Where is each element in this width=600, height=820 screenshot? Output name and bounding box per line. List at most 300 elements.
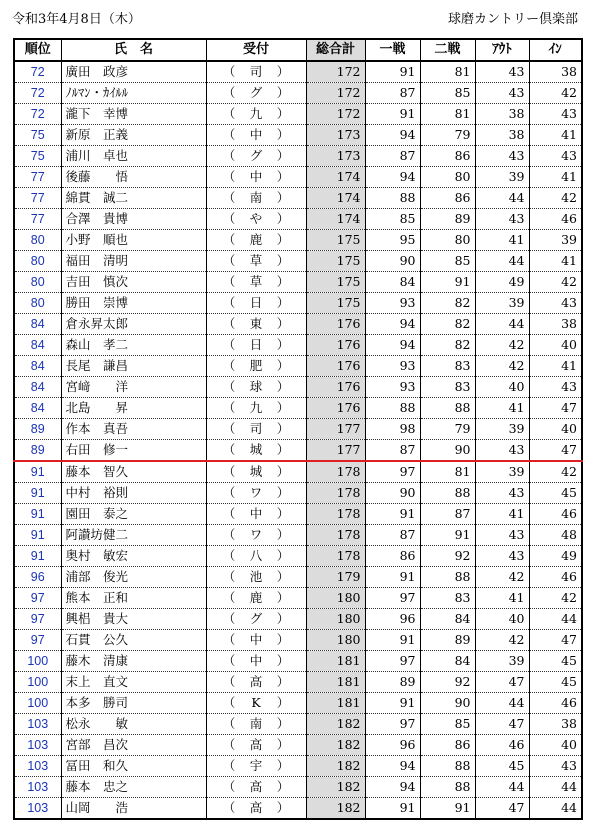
table-row xyxy=(14,525,582,546)
club-code: 中 xyxy=(249,506,263,521)
in-cell: 46 xyxy=(529,209,582,230)
paren-close: ） xyxy=(276,169,290,184)
table-row xyxy=(14,546,582,567)
rank-cell: 77 xyxy=(14,209,61,230)
paren-open: （ xyxy=(222,506,236,521)
club-cell xyxy=(206,188,306,209)
club-cell xyxy=(206,125,306,146)
out-cell: 38 xyxy=(475,125,529,146)
col-in: ｲﾝ xyxy=(529,39,582,61)
first-round-cell: 90 xyxy=(365,483,420,504)
paren-close: ） xyxy=(276,148,290,163)
in-cell: 41 xyxy=(529,251,582,272)
in-cell: 42 xyxy=(529,272,582,293)
table-row xyxy=(14,735,582,756)
out-cell: 41 xyxy=(475,230,529,251)
paren-open: （ xyxy=(222,106,236,121)
first-round-cell: 88 xyxy=(365,188,420,209)
paren-close: ） xyxy=(276,506,290,521)
paren-close: ） xyxy=(276,611,290,626)
in-cell: 43 xyxy=(529,104,582,125)
club-code: や xyxy=(249,211,263,226)
table-row xyxy=(14,125,582,146)
out-cell: 47 xyxy=(475,672,529,693)
col-rank: 順位 xyxy=(14,39,61,61)
rank-cell: 103 xyxy=(14,798,61,820)
col-total: 総合計 xyxy=(306,39,365,61)
out-cell: 41 xyxy=(475,588,529,609)
second-round-cell: 88 xyxy=(420,756,475,777)
paren-close: ） xyxy=(276,779,290,794)
club-cell xyxy=(206,630,306,651)
in-cell: 38 xyxy=(529,61,582,83)
first-round-cell: 94 xyxy=(365,167,420,188)
club-code: 球 xyxy=(249,379,263,394)
second-round-cell: 84 xyxy=(420,609,475,630)
name-cell: 右田 修一 xyxy=(61,440,206,462)
name-cell: 浦部 俊光 xyxy=(61,567,206,588)
name-cell: 末上 直文 xyxy=(61,672,206,693)
out-cell: 42 xyxy=(475,567,529,588)
paren-open: （ xyxy=(222,190,236,205)
paren-open: （ xyxy=(222,632,236,647)
total-cell: 181 xyxy=(306,672,365,693)
table-row xyxy=(14,209,582,230)
table-row xyxy=(14,483,582,504)
club-cell xyxy=(206,714,306,735)
rank-cell: 100 xyxy=(14,693,61,714)
in-cell: 41 xyxy=(529,356,582,377)
paren-close: ） xyxy=(276,253,290,268)
table-row xyxy=(14,504,582,525)
in-cell: 43 xyxy=(529,756,582,777)
out-cell: 44 xyxy=(475,314,529,335)
table-row xyxy=(14,672,582,693)
paren-open: （ xyxy=(222,527,236,542)
rank-cell: 91 xyxy=(14,504,61,525)
in-cell: 38 xyxy=(529,314,582,335)
venue-name: 球磨カントリー倶楽部 xyxy=(447,12,578,27)
club-code: ワ xyxy=(249,485,263,500)
in-cell: 46 xyxy=(529,567,582,588)
total-cell: 175 xyxy=(306,272,365,293)
paren-open: （ xyxy=(222,274,236,289)
name-cell: 勝田 崇博 xyxy=(61,293,206,314)
in-cell: 46 xyxy=(529,504,582,525)
name-cell: 長尾 謙昌 xyxy=(61,356,206,377)
out-cell: 43 xyxy=(475,61,529,83)
name-cell: 中村 裕則 xyxy=(61,483,206,504)
club-code: 鹿 xyxy=(249,232,263,247)
club-code: グ xyxy=(249,85,263,100)
club-cell xyxy=(206,356,306,377)
name-cell: 奥村 敏宏 xyxy=(61,546,206,567)
paren-close: ） xyxy=(276,211,290,226)
out-cell: 41 xyxy=(475,504,529,525)
name-cell: 興梠 貴大 xyxy=(61,609,206,630)
out-cell: 41 xyxy=(475,398,529,419)
first-round-cell: 94 xyxy=(365,314,420,335)
total-cell: 176 xyxy=(306,335,365,356)
club-cell xyxy=(206,167,306,188)
name-cell: 藤木 清康 xyxy=(61,651,206,672)
paren-open: （ xyxy=(222,800,236,815)
paren-close: ） xyxy=(276,358,290,373)
second-round-cell: 85 xyxy=(420,83,475,104)
paren-close: ） xyxy=(276,758,290,773)
col-out: ｱｳﾄ xyxy=(475,39,529,61)
club-cell xyxy=(206,483,306,504)
in-cell: 47 xyxy=(529,630,582,651)
rank-cell: 80 xyxy=(14,272,61,293)
rank-cell: 100 xyxy=(14,672,61,693)
second-round-cell: 81 xyxy=(420,104,475,125)
table-row xyxy=(14,188,582,209)
paren-close: ） xyxy=(276,295,290,310)
table-row xyxy=(14,104,582,125)
paren-close: ） xyxy=(276,737,290,752)
paren-close: ） xyxy=(276,485,290,500)
out-cell: 46 xyxy=(475,735,529,756)
paren-open: （ xyxy=(222,400,236,415)
first-round-cell: 94 xyxy=(365,335,420,356)
second-round-cell: 83 xyxy=(420,377,475,398)
col-club: 受付 xyxy=(206,39,306,61)
paren-open: （ xyxy=(222,548,236,563)
in-cell: 40 xyxy=(529,735,582,756)
event-date: 令和3年4月8日（木） xyxy=(12,12,141,27)
club-code: ワ xyxy=(249,527,263,542)
in-cell: 42 xyxy=(529,461,582,483)
paren-close: ） xyxy=(276,64,290,79)
paren-open: （ xyxy=(222,421,236,436)
rank-cell: 103 xyxy=(14,714,61,735)
total-cell: 178 xyxy=(306,504,365,525)
total-cell: 176 xyxy=(306,314,365,335)
paren-open: （ xyxy=(222,674,236,689)
first-round-cell: 93 xyxy=(365,377,420,398)
in-cell: 41 xyxy=(529,167,582,188)
first-round-cell: 95 xyxy=(365,230,420,251)
name-cell: 藤本 忠之 xyxy=(61,777,206,798)
paren-close: ） xyxy=(276,716,290,731)
paren-open: （ xyxy=(222,716,236,731)
club-cell xyxy=(206,546,306,567)
paren-open: （ xyxy=(222,611,236,626)
name-cell: 瀧下 幸博 xyxy=(61,104,206,125)
paren-close: ） xyxy=(276,632,290,647)
total-cell: 177 xyxy=(306,419,365,440)
club-cell xyxy=(206,419,306,440)
in-cell: 42 xyxy=(529,188,582,209)
first-round-cell: 97 xyxy=(365,461,420,483)
table-row xyxy=(14,630,582,651)
club-code: 鹿 xyxy=(249,590,263,605)
paren-close: ） xyxy=(276,400,290,415)
club-code: 南 xyxy=(249,190,263,205)
in-cell: 47 xyxy=(529,440,582,462)
first-round-cell: 91 xyxy=(365,61,420,83)
name-cell: 後藤 悟 xyxy=(61,167,206,188)
out-cell: 44 xyxy=(475,188,529,209)
paren-open: （ xyxy=(222,253,236,268)
first-round-cell: 98 xyxy=(365,419,420,440)
first-round-cell: 94 xyxy=(365,125,420,146)
club-cell xyxy=(206,251,306,272)
paren-open: （ xyxy=(222,590,236,605)
club-code: 中 xyxy=(249,169,263,184)
total-cell: 176 xyxy=(306,398,365,419)
rank-cell: 91 xyxy=(14,483,61,504)
rank-cell: 80 xyxy=(14,230,61,251)
second-round-cell: 79 xyxy=(420,419,475,440)
paren-close: ） xyxy=(276,232,290,247)
second-round-cell: 82 xyxy=(420,314,475,335)
club-code: 肥 xyxy=(249,358,263,373)
club-code: 草 xyxy=(249,253,263,268)
out-cell: 39 xyxy=(475,167,529,188)
out-cell: 39 xyxy=(475,419,529,440)
second-round-cell: 82 xyxy=(420,335,475,356)
paren-close: ） xyxy=(276,379,290,394)
out-cell: 44 xyxy=(475,777,529,798)
second-round-cell: 91 xyxy=(420,272,475,293)
club-code: 高 xyxy=(249,737,263,752)
club-cell xyxy=(206,61,306,83)
club-code: 南 xyxy=(249,716,263,731)
table-row xyxy=(14,377,582,398)
rank-cell: 75 xyxy=(14,146,61,167)
in-cell: 43 xyxy=(529,377,582,398)
paren-open: （ xyxy=(222,464,236,479)
in-cell: 45 xyxy=(529,483,582,504)
out-cell: 43 xyxy=(475,146,529,167)
total-cell: 180 xyxy=(306,609,365,630)
club-cell xyxy=(206,525,306,546)
header-row xyxy=(14,39,582,61)
club-cell xyxy=(206,293,306,314)
club-code: 高 xyxy=(249,800,263,815)
rank-cell: 89 xyxy=(14,440,61,462)
second-round-cell: 88 xyxy=(420,483,475,504)
results-table xyxy=(13,38,583,820)
first-round-cell: 96 xyxy=(365,609,420,630)
paren-open: （ xyxy=(222,569,236,584)
club-code: 日 xyxy=(249,337,263,352)
club-code: 池 xyxy=(249,569,263,584)
rank-cell: 80 xyxy=(14,293,61,314)
in-cell: 44 xyxy=(529,798,582,820)
paren-close: ） xyxy=(276,274,290,289)
second-round-cell: 82 xyxy=(420,293,475,314)
club-code: 東 xyxy=(249,316,263,331)
total-cell: 172 xyxy=(306,61,365,83)
paren-open: （ xyxy=(222,232,236,247)
rank-cell: 91 xyxy=(14,525,61,546)
first-round-cell: 87 xyxy=(365,83,420,104)
paren-close: ） xyxy=(276,85,290,100)
second-round-cell: 85 xyxy=(420,714,475,735)
first-round-cell: 91 xyxy=(365,567,420,588)
in-cell: 42 xyxy=(529,588,582,609)
paren-close: ） xyxy=(276,569,290,584)
table-row xyxy=(14,461,582,483)
paren-close: ） xyxy=(276,127,290,142)
first-round-cell: 86 xyxy=(365,546,420,567)
out-cell: 43 xyxy=(475,483,529,504)
club-cell xyxy=(206,377,306,398)
second-round-cell: 90 xyxy=(420,693,475,714)
paren-open: （ xyxy=(222,127,236,142)
rank-cell: 72 xyxy=(14,104,61,125)
club-cell xyxy=(206,335,306,356)
paren-open: （ xyxy=(222,169,236,184)
total-cell: 174 xyxy=(306,167,365,188)
rank-cell: 103 xyxy=(14,777,61,798)
table-row xyxy=(14,314,582,335)
total-cell: 182 xyxy=(306,735,365,756)
table-row xyxy=(14,335,582,356)
second-round-cell: 83 xyxy=(420,588,475,609)
club-cell xyxy=(206,693,306,714)
club-code: 高 xyxy=(249,779,263,794)
rank-cell: 77 xyxy=(14,188,61,209)
out-cell: 43 xyxy=(475,83,529,104)
club-code: 城 xyxy=(249,464,263,479)
table-row xyxy=(14,356,582,377)
first-round-cell: 97 xyxy=(365,714,420,735)
paren-close: ） xyxy=(276,190,290,205)
second-round-cell: 89 xyxy=(420,209,475,230)
first-round-cell: 91 xyxy=(365,798,420,820)
paren-close: ） xyxy=(276,421,290,436)
first-round-cell: 88 xyxy=(365,398,420,419)
total-cell: 180 xyxy=(306,588,365,609)
total-cell: 182 xyxy=(306,777,365,798)
first-round-cell: 85 xyxy=(365,209,420,230)
col-second-round: 二戦 xyxy=(420,39,475,61)
name-cell: 森山 孝二 xyxy=(61,335,206,356)
rank-cell: 84 xyxy=(14,314,61,335)
name-cell: 松永 敏 xyxy=(61,714,206,735)
in-cell: 45 xyxy=(529,672,582,693)
table-row xyxy=(14,146,582,167)
table-row xyxy=(14,777,582,798)
name-cell: 園田 泰之 xyxy=(61,504,206,525)
paren-open: （ xyxy=(222,358,236,373)
rank-cell: 72 xyxy=(14,83,61,104)
club-code: 中 xyxy=(249,127,263,142)
club-cell xyxy=(206,672,306,693)
club-cell xyxy=(206,104,306,125)
total-cell: 175 xyxy=(306,251,365,272)
out-cell: 42 xyxy=(475,335,529,356)
paren-open: （ xyxy=(222,695,236,710)
club-cell xyxy=(206,609,306,630)
club-cell xyxy=(206,777,306,798)
rank-cell: 77 xyxy=(14,167,61,188)
paren-close: ） xyxy=(276,337,290,352)
second-round-cell: 88 xyxy=(420,777,475,798)
first-round-cell: 90 xyxy=(365,251,420,272)
in-cell: 46 xyxy=(529,693,582,714)
table-row xyxy=(14,251,582,272)
table-row xyxy=(14,293,582,314)
rank-cell: 91 xyxy=(14,461,61,483)
in-cell: 49 xyxy=(529,546,582,567)
out-cell: 38 xyxy=(475,104,529,125)
second-round-cell: 88 xyxy=(420,567,475,588)
first-round-cell: 91 xyxy=(365,630,420,651)
club-code: 宇 xyxy=(249,758,263,773)
second-round-cell: 88 xyxy=(420,398,475,419)
second-round-cell: 83 xyxy=(420,356,475,377)
club-code: 中 xyxy=(249,653,263,668)
paren-open: （ xyxy=(222,316,236,331)
paren-open: （ xyxy=(222,485,236,500)
total-cell: 172 xyxy=(306,83,365,104)
out-cell: 43 xyxy=(475,209,529,230)
out-cell: 42 xyxy=(475,356,529,377)
rank-cell: 103 xyxy=(14,756,61,777)
rank-cell: 84 xyxy=(14,335,61,356)
total-cell: 181 xyxy=(306,693,365,714)
club-code: グ xyxy=(249,611,263,626)
club-code: 司 xyxy=(249,421,263,436)
name-cell: ﾉﾙﾏﾝ・ｶｲﾙﾙ xyxy=(61,83,206,104)
out-cell: 42 xyxy=(475,630,529,651)
col-first-round: 一戦 xyxy=(365,39,420,61)
table-row xyxy=(14,588,582,609)
first-round-cell: 89 xyxy=(365,672,420,693)
out-cell: 39 xyxy=(475,293,529,314)
second-round-cell: 81 xyxy=(420,461,475,483)
second-round-cell: 81 xyxy=(420,61,475,83)
name-cell: 吉田 慎次 xyxy=(61,272,206,293)
rank-cell: 80 xyxy=(14,251,61,272)
second-round-cell: 91 xyxy=(420,525,475,546)
table-row xyxy=(14,714,582,735)
table-row xyxy=(14,272,582,293)
paren-close: ） xyxy=(276,442,290,457)
total-cell: 178 xyxy=(306,525,365,546)
name-cell: 宮部 昌次 xyxy=(61,735,206,756)
paren-close: ） xyxy=(276,695,290,710)
second-round-cell: 86 xyxy=(420,735,475,756)
paren-open: （ xyxy=(222,85,236,100)
in-cell: 39 xyxy=(529,230,582,251)
table-row xyxy=(14,609,582,630)
club-cell xyxy=(206,146,306,167)
club-cell xyxy=(206,314,306,335)
total-cell: 173 xyxy=(306,146,365,167)
first-round-cell: 87 xyxy=(365,525,420,546)
name-cell: 山岡 浩 xyxy=(61,798,206,820)
name-cell: 本多 勝司 xyxy=(61,693,206,714)
table-row xyxy=(14,693,582,714)
first-round-cell: 94 xyxy=(365,777,420,798)
rank-cell: 100 xyxy=(14,651,61,672)
rank-cell: 97 xyxy=(14,630,61,651)
club-cell xyxy=(206,735,306,756)
rank-cell: 84 xyxy=(14,377,61,398)
paren-open: （ xyxy=(222,295,236,310)
table-row xyxy=(14,61,582,83)
total-cell: 174 xyxy=(306,188,365,209)
first-round-cell: 87 xyxy=(365,440,420,462)
rank-cell: 91 xyxy=(14,546,61,567)
rank-cell: 84 xyxy=(14,398,61,419)
